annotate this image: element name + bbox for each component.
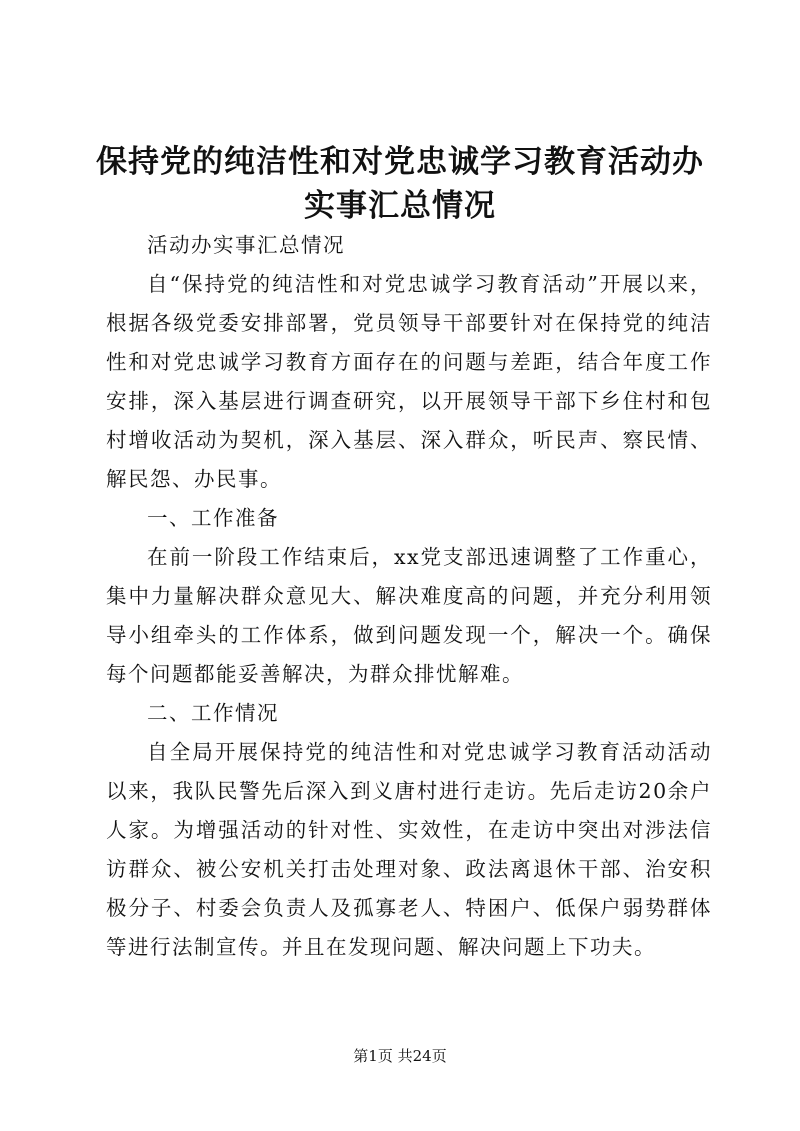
- paragraph-subtitle: 活动办实事汇总情况: [147, 233, 345, 257]
- paragraph-intro: 自“保持党的纯洁性和对党忠诚学习教育活动”开展以来，根据各级党委安排部署，党员领导干部要针对在保持党的纯洁性和对党忠诚学习教育方面存在的问题与差距，结合年度工作安排，深入基层进行调查研究，以开展领导干部下乡住村和包村增收活动为契机，深入基层、深入群众，听民声、察民情、解民怨、办民事。: [106, 272, 712, 491]
- section-heading-work-preparation: 一、工作准备: [147, 506, 279, 530]
- paragraph-work-situation: 自全局开展保持党的纯洁性和对党忠诚学习教育活动活动以来，我队民警先后深入到义唐村进行走访。先后走访20余户人家。为增强活动的针对性、实效性，在走访中突出对涉法信访群众、被公安机关打击处理对象、政法离退休干部、治安积极分子、村委会负责人及孤寡老人、特困户、低保户弱势群体等进行法制宣传。并且在发现问题、解决问题上下功夫。: [106, 740, 712, 959]
- page-number-footer: 第1页 共24页: [353, 1047, 447, 1065]
- document-body: [106, 226, 712, 967]
- document-title: 保持党的纯洁性和对党忠诚学习教育活动办实事汇总情况: [96, 144, 704, 224]
- section-heading-work-situation: 二、工作情况: [147, 701, 279, 725]
- paragraph-work-preparation: 在前一阶段工作结束后，xx党支部迅速调整了工作重心，集中力量解决群众意见大、解决难度高的问题，并充分利用领导小组牵头的工作体系，做到问题发现一个，解决一个。确保每个问题都能妥善解决，为群众排忧解难。: [106, 545, 712, 686]
